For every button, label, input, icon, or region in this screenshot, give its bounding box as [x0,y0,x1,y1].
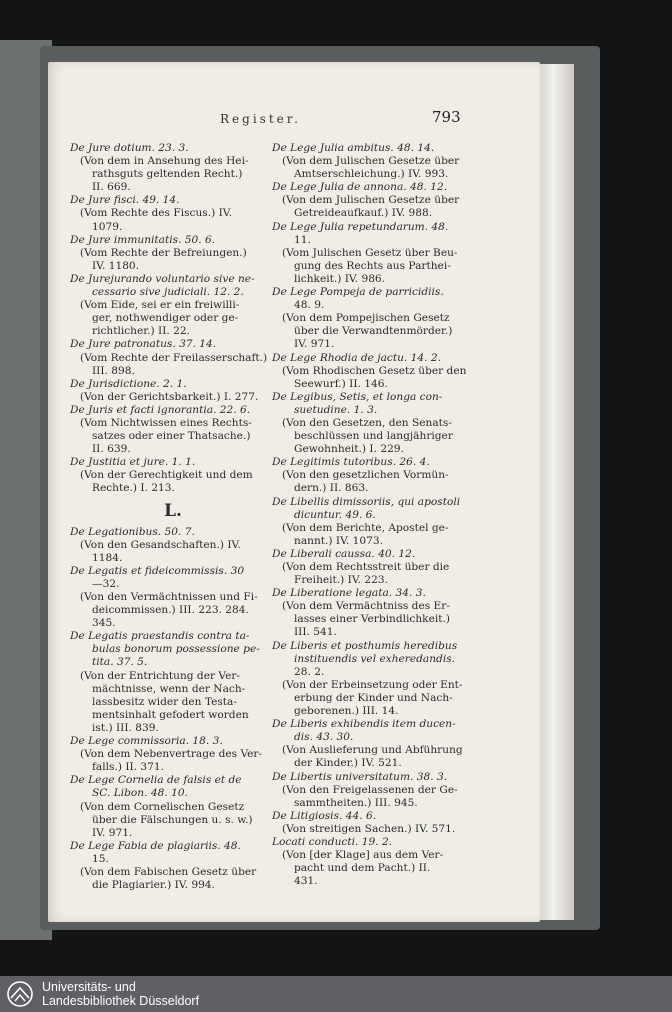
index-line: De Legitimis tutoribus. 26. 4. [272,456,430,469]
index-line: (Von dem Julischen Gesetze über [282,194,460,207]
index-line: suetudine. 1. 3. [294,403,378,416]
index-line: lasses einer Verbindlichkeit.) [294,613,450,626]
index-line: III. 898. [92,364,135,377]
index-line: (Von der Erbeinsetzung oder Ent- [282,678,463,691]
index-line: De Libellis dimissoriis, qui apostoli [272,495,461,508]
index-line: 28. 2. [294,665,325,678]
index-line: De Libertis universitatum. 38. 3. [272,770,448,783]
index-line: III. 541. [294,626,337,639]
index-line: De Lege Julia ambitus. 48. 14. [272,142,435,154]
page-number: 793 [432,108,461,126]
index-line: (Vom Rhodischen Gesetz über den [282,364,467,377]
index-line: De Jurisdictione. 2. 1. [70,377,187,390]
index-line: (Von dem Nebenvertrage des Ver- [80,748,263,761]
library-name-line2: Landesbibliothek Düsseldorf [42,994,200,1008]
index-line: —32. [92,577,120,590]
index-line: De Lege Julia de annona. 48. 12. [272,181,448,194]
index-line: (Von den Gesetzen, den Senats- [282,416,452,429]
index-line: über die Verwandtenmörder.) [294,325,453,338]
index-line: erbung der Kinder und Nach- [294,691,453,704]
index-line: De Liberis et posthumis heredibus [272,639,458,652]
index-line: De Lege Cornelia de falsis et de [70,774,242,787]
index-line: (Von dem Vermächtniss des Er- [282,600,450,613]
index-line: (Von dem Julischen Gesetze über [282,155,460,168]
index-line: (Von den Vermächtnissen und Fi- [80,591,258,603]
index-line: De Liberis exhibendis item ducen- [272,718,456,731]
index-line: De Liberatione legata. 34. 3. [272,587,426,600]
index-line: De Legibus, Setis, et longa con- [272,390,443,403]
index-line: gung des Rechts aus Parthei- [294,259,451,272]
index-line: (Vom Rechte der Freilasserschaft.) [80,351,268,364]
index-line: II. 669. [92,181,131,194]
index-line: dis. 43. 30. [294,731,354,744]
index-line: sammtheiten.) III. 945. [294,796,418,809]
index-line: II. 639. [92,443,131,456]
index-line: (Vom Julischen Gesetz über Beu- [282,246,458,259]
index-line: lichkeit.) IV. 986. [294,272,386,285]
index-line: ger, nothwendiger oder ge- [92,312,239,325]
index-line: (Von [der Klage] aus dem Ver- [282,849,444,862]
index-line: (Von dem Cornelischen Gesetz [80,800,245,813]
index-line: ist.) III. 839. [92,721,159,734]
index-line: 345. [92,617,116,630]
index-line: De Jure patronatus. 37. 14. [70,338,217,351]
index-line: De Lege Pompeja de parricidiis. [272,286,444,299]
index-line: IV. 971. [294,338,335,351]
index-line: (Von der Gerechtigkeit und dem [80,469,253,482]
index-line: (Vom Eide, sei er ein freiwilli- [80,299,240,312]
index-line: tita. 37. 5. [92,656,148,669]
index-line: über die Fälschungen u. s. w.) [92,813,253,826]
index-column-right [272,142,478,888]
index-line: De Lege commissoria. 18. 3. [70,735,223,748]
index-line: pacht und dem Pacht.) II. [294,862,431,875]
index-line: De Legatis et fideicommissis. 30 [70,564,245,577]
index-line: falls.) II. 371. [92,761,165,774]
index-line: Gewohnheit.) I. 229. [294,443,404,456]
index-line: 48. 9. [294,299,325,312]
index-line: instituendis vel exheredandis. [294,652,456,665]
index-line: IV. 1180. [92,259,140,272]
index-line: richtlicher.) II. 22. [92,325,190,338]
index-line: lassbesitz wider den Testa- [92,695,237,708]
index-line: 15. [92,852,109,865]
index-line: deicommissen.) III. 223. 284. [92,604,249,617]
index-line: De Lege Julia repetundarum. 48. [272,220,449,233]
index-line: die Plagiarier.) IV. 994. [92,879,215,892]
index-line: De Justitia et jure. 1. 1. [70,456,196,469]
index-line: 431. [294,875,318,888]
index-line: (Von streitigen Sachen.) IV. 571. [282,822,456,835]
index-line: De Lege Fabia de plagiariis. 48. [70,839,241,852]
index-line: Rechte.) I. 213. [92,482,175,495]
library-name-line1: Universitäts- und [42,980,136,994]
index-line: (Von Auslieferung und Abführung [282,744,463,757]
index-line: (Von der Gerichtsbarkeit.) I. 277. [80,390,259,403]
index-line: Getreideaufkauf.) IV. 988. [294,207,433,220]
index-column-left [70,142,276,892]
index-line: Amtserschleichung.) IV. 993. [294,168,449,181]
index-line: (Vom Nichtwissen eines Rechts- [80,416,252,429]
index-line: (Von dem Berichte, Apostel ge- [282,521,449,534]
index-line: (Von den gesetzlichen Vormün- [282,469,449,482]
index-line: (Vom Rechte des Fiscus.) IV. [80,207,232,220]
index-line: (Von dem Fabischen Gesetz über [80,865,257,878]
index-line: (Von dem Pompejischen Gesetz [282,312,450,325]
index-line: De Liberali caussa. 40. 12. [272,547,416,560]
index-line: Freiheit.) IV. 223. [294,574,388,587]
ulb-logo-icon [6,980,34,1008]
index-line: mentsinhalt gefodert worden [92,708,249,721]
index-line: rathsguts geltenden Recht.) [92,168,243,181]
index-line: dern.) II. 863. [294,482,369,495]
section-letter: L. [164,500,182,521]
index-line: geborenen.) III. 14. [294,705,399,718]
index-line: nannt.) IV. 1073. [294,534,383,547]
index-line: Locati conducti. 19. 2. [272,835,393,848]
index-line: (Von dem in Ansehung des Hei- [80,155,249,168]
index-line: beschlüssen und langjähriger [294,430,453,443]
index-line: De Litigiosis. 44. 6. [272,809,377,822]
library-name [42,980,199,1008]
index-line: 1184. [92,551,123,564]
index-line: IV. 971. [92,826,133,839]
index-line: satzes oder einer Thatsache.) [92,430,251,443]
index-line: der Kinder.) IV. 521. [294,757,402,770]
index-line: (Von der Entrichtung der Ver- [80,669,241,682]
index-line: De Jurejurando voluntario sive ne- [70,272,255,285]
library-footer [0,976,672,1012]
index-line: De Juris et facti ignorantia. 22. 6. [70,403,251,416]
index-line: 11. [294,233,311,246]
index-line: 1079. [92,220,123,233]
index-line: (Von dem Rechtsstreit über die [282,561,450,573]
page-edges [540,64,574,920]
index-line: cessario sive judiciali. 12. 2. [92,286,244,299]
index-line: De Legationibus. 50. 7. [70,525,195,538]
index-line: (Von den Freigelassenen der Ge- [282,783,458,796]
index-line: (Von den Gesandschaften.) IV. [80,538,241,551]
index-line: dicuntur. 49. 6. [294,508,376,521]
running-header: Register. [220,112,301,126]
index-line: De Lege Rhodia de jactu. 14. 2. [272,351,441,364]
index-line: De Jure dotium. 23. 3. [70,142,189,154]
index-line: De Legatis praestandis contra ta- [70,630,250,643]
index-line: De Jure immunitatis. 50. 6. [70,233,216,246]
index-line: De Jure fisci. 49. 14. [70,194,180,207]
index-line: Seewurf.) II. 146. [294,377,388,390]
index-line: (Vom Rechte der Befreiungen.) [80,246,247,259]
index-line: bulas bonorum possessione pe- [92,643,260,656]
index-line: SC. Libon. 48. 10. [92,787,188,800]
index-line: mächtnisse, wenn der Nach- [92,682,246,695]
